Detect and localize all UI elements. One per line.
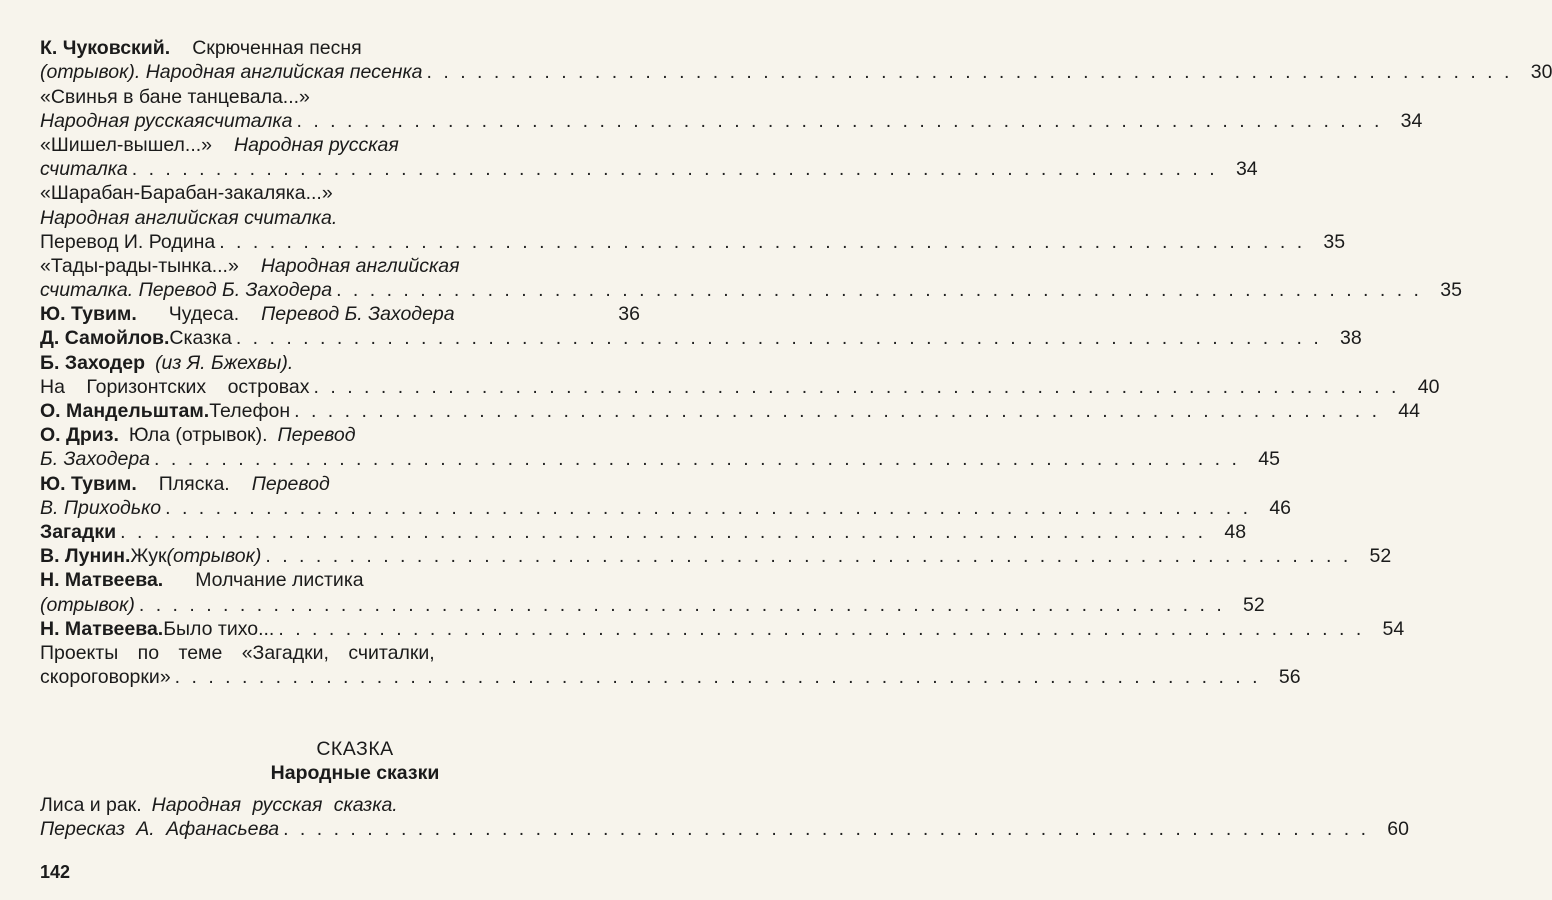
toc-title: Чудеса.: [168, 303, 240, 326]
toc-title: Перевод: [251, 472, 330, 495]
toc-page-number: 52: [1243, 593, 1265, 616]
toc-title: Молчание листика: [195, 569, 364, 592]
toc-line: [40, 181, 640, 205]
dot-leader: . . . . . . . . . . . . . . . . . . . . . . . . . . . . . . . . . . . . . . . . . . . . . . . . . . . . . . . . . . . . . . . . .: [426, 61, 1513, 84]
toc-line: [40, 520, 1247, 544]
toc-line: [40, 109, 1423, 133]
dot-leader: . . . . . . . . . . . . . . . . . . . . . . . . . . . . . . . . . . . . . . . . . . . . . . . . . . . . . . . . . . . . . . . . .: [296, 109, 1383, 132]
toc-line: [40, 133, 640, 157]
toc-author: Ю. Тувим.: [40, 303, 137, 326]
subsection-title: Народные сказки: [270, 762, 440, 785]
toc-title: Народная английская: [260, 254, 460, 277]
toc-author: О. Дриз.: [40, 424, 119, 447]
toc-line: [40, 544, 1392, 568]
toc-page-number: 34: [1235, 158, 1258, 181]
toc-line: [40, 230, 1346, 254]
toc-title: Народная русская: [234, 133, 399, 156]
dot-leader: . . . . . . . . . . . . . . . . . . . . . . . . . . . . . . . . . . . . . . . . . . . . . . . . . . . . . . . . . . . . . . . . .: [154, 448, 1240, 471]
toc-author: В. Лунин.: [40, 545, 131, 568]
toc-title: Пересказ А. Афанасьева: [40, 818, 280, 841]
toc-line: [40, 302, 640, 326]
toc-page-number: 34: [1400, 109, 1423, 132]
toc-title: «Тады-рады-тынка...»: [40, 254, 239, 277]
toc-title: (отрывок): [40, 593, 135, 616]
toc-line: [40, 592, 1265, 616]
toc-page-number: 40: [1417, 375, 1440, 398]
dot-leader: . . . . . . . . . . . . . . . . . . . . . . . . . . . . . . . . . . . . . . . . . . . . . . . . . . . . . . . . . . . . . . . . .: [235, 327, 1322, 350]
toc-line: [40, 641, 640, 665]
dot-leader: . . . . . . . . . . . . . . . . . . . . . . . . . . . . . . . . . . . . . . . . . . . . . . . . . . . . . . . . . . . . . . . . .: [165, 496, 1252, 519]
toc-title: Телефон: [209, 400, 291, 422]
toc-page-number: 56: [1278, 666, 1301, 689]
toc-line: [40, 447, 1280, 471]
toc-line: [40, 205, 640, 229]
toc-line: [40, 496, 1292, 520]
toc-line: [40, 817, 1409, 841]
toc-line: [40, 568, 640, 592]
toc-title: Народная русская: [40, 109, 205, 132]
toc-line: [40, 350, 640, 374]
dot-leader: . . . . . . . . . . . . . . . . . . . . . . . . . . . . . . . . . . . . . . . . . . . . . . . . . . . . . . . . . . . . . . . . .: [174, 666, 1261, 689]
toc-title: На Горизонтских островах: [40, 375, 310, 398]
dot-leader: . . . . . . . . . . . . . . . . . . . . . . . . . . . . . . . . . . . . . . . . . . . . . . . . . . . . . . . . . . . . . . . . .: [283, 818, 1369, 841]
toc-title: (отрывок). Народная английская песенка: [40, 61, 423, 84]
toc-line: [40, 471, 640, 495]
table-of-contents: [40, 36, 1552, 841]
toc-title: Народная русская сказка.: [151, 794, 398, 817]
toc-page-number: 35: [1323, 230, 1346, 253]
toc-page-number: 30: [1530, 61, 1552, 84]
toc-line: [40, 375, 1440, 399]
toc-title: скороговорки»: [40, 666, 171, 689]
toc-title: Жук: [130, 545, 167, 568]
dot-leader: . . . . . . . . . . . . . . . . . . . . . . . . . . . . . . . . . . . . . . . . . . . . . . . . . . . . . . . . . . . . . . . . .: [313, 375, 1400, 398]
toc-title: Б. Заходера: [40, 448, 151, 471]
toc-line: [40, 254, 640, 278]
toc-title: «Шарабан-Барабан-закаляка...»: [40, 182, 333, 205]
toc-author: К. Чуковский.: [40, 37, 171, 60]
section-title: СКАЗКА: [316, 738, 394, 761]
toc-line: [40, 60, 1552, 84]
toc-line: [40, 278, 1462, 302]
toc-author: Н. Матвеева.: [40, 569, 164, 592]
toc-line: [40, 423, 640, 447]
toc-title: Перевод Б. Заходера: [261, 303, 455, 326]
toc-page-number: 48: [1224, 520, 1247, 543]
dot-leader: . . . . . . . . . . . . . . . . . . . . . . . . . . . . . . . . . . . . . . . . . . . . . . . . . . . . . . . . . . . . . . . . .: [219, 230, 1306, 253]
toc-title: Перевод И. Родина: [40, 230, 216, 253]
toc-title: (из Я. Бжехвы).: [155, 351, 294, 374]
toc-title: считалка: [40, 158, 128, 181]
toc-title: считалка: [204, 109, 293, 132]
toc-title: Сказка: [169, 327, 232, 350]
toc-title: Народная английская считалка.: [40, 206, 338, 229]
toc-author: Загадки: [40, 520, 117, 543]
toc-page-number: 46: [1269, 496, 1292, 519]
dot-leader: . . . . . . . . . . . . . . . . . . . . . . . . . . . . . . . . . . . . . . . . . . . . . . . . . . . . . . . . . . . . . . . . .: [294, 400, 1380, 422]
toc-author: Н. Матвеева.: [40, 617, 164, 640]
toc-page-number: 54: [1382, 617, 1405, 640]
toc-page-number: 44: [1398, 400, 1420, 422]
toc-title: «Шишел-вышел...»: [40, 133, 213, 156]
toc-line: [40, 665, 1301, 689]
toc-line: [40, 793, 640, 817]
toc-page-number: 52: [1369, 545, 1392, 568]
toc-author: О. Мандельштам.: [40, 400, 210, 422]
subsection-heading: [40, 761, 640, 785]
toc-title: Лиса и рак.: [40, 794, 142, 817]
dot-leader: . . . . . . . . . . . . . . . . . . . . . . . . . . . . . . . . . . . . . . . . . . . . . . . . . . . . . . . . . . . . . . . . .: [120, 520, 1207, 543]
toc-page-number: 38: [1340, 327, 1362, 350]
toc-page-number: 45: [1258, 448, 1280, 471]
toc-line: [40, 617, 1405, 641]
toc-page-number: 36: [618, 303, 640, 326]
toc-title: Перевод: [277, 424, 356, 447]
toc-title: «Свинья в бане танцевала...»: [40, 85, 310, 108]
toc-title: считалка. Перевод Б. Заходера: [40, 279, 333, 302]
toc-page-number: 35: [1440, 279, 1462, 302]
toc-line: [40, 326, 1362, 350]
toc-title: Было тихо...: [163, 617, 275, 640]
toc-line: [40, 84, 640, 108]
toc-author: Б. Заходер: [40, 351, 146, 374]
dot-leader: . . . . . . . . . . . . . . . . . . . . . . . . . . . . . . . . . . . . . . . . . . . . . . . . . . . . . . . . . . . . . . . . .: [138, 593, 1225, 616]
page-number: 142: [40, 862, 71, 882]
toc-title: Юла (отрывок).: [128, 424, 268, 447]
toc-title: Пляска.: [158, 472, 230, 495]
toc-title: В. Приходько: [40, 496, 162, 519]
toc-title: Скрюченная песня: [192, 37, 362, 60]
dot-leader: . . . . . . . . . . . . . . . . . . . . . . . . . . . . . . . . . . . . . . . . . . . . . . . . . . . . . . . . . . . . . . . . .: [131, 158, 1218, 181]
toc-author: Ю. Тувим.: [40, 472, 137, 495]
toc-page-number: 60: [1387, 818, 1409, 841]
section-heading: [40, 733, 640, 761]
dot-leader: . . . . . . . . . . . . . . . . . . . . . . . . . . . . . . . . . . . . . . . . . . . . . . . . . . . . . . . . . . . . . . . . .: [278, 617, 1365, 640]
toc-line: [40, 157, 1258, 181]
toc-author: Д. Самойлов.: [40, 327, 170, 350]
dot-leader: . . . . . . . . . . . . . . . . . . . . . . . . . . . . . . . . . . . . . . . . . . . . . . . . . . . . . . . . . . . . . . . . .: [336, 279, 1422, 302]
toc-line: [40, 36, 640, 60]
toc-line: [40, 399, 1420, 423]
dot-leader: . . . . . . . . . . . . . . . . . . . . . . . . . . . . . . . . . . . . . . . . . . . . . . . . . . . . . . . . . . . . . . . . .: [265, 545, 1352, 568]
toc-title: (отрывок): [166, 545, 262, 568]
toc-title: Проекты по теме «Загадки, считалки,: [40, 641, 435, 664]
